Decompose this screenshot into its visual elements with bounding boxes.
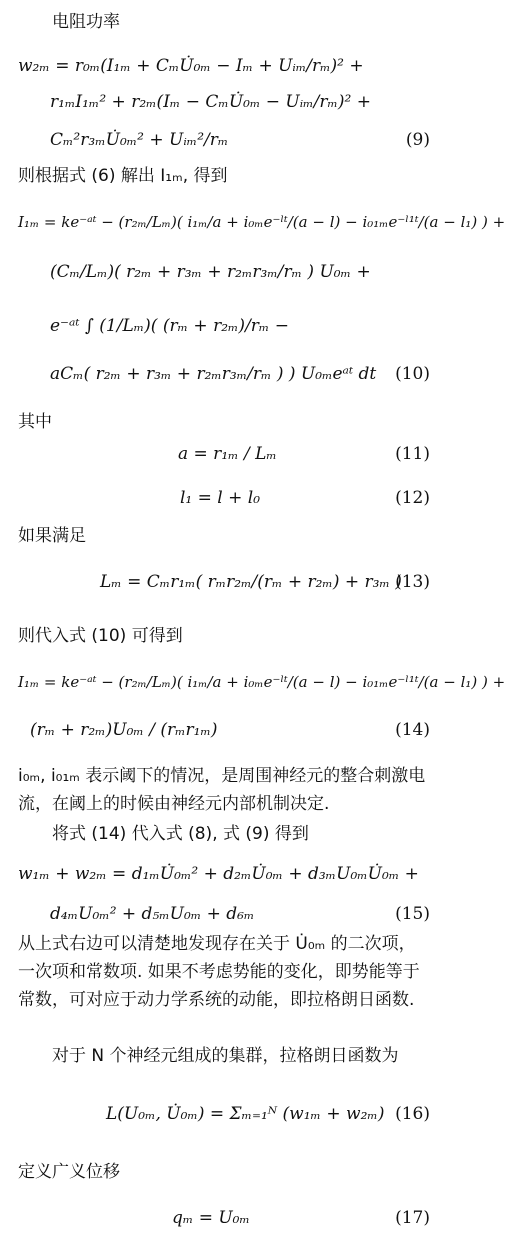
explanation-paragraph: i₀ₘ, i₀₁ₘ 表示阈下的情况，是周围神经元的整合刺激电流，在阈上的时候由神经元内部机制决定. xyxy=(18,766,426,814)
equation-11: a = r₁ₘ / Lₘ xyxy=(178,444,277,464)
analysis-paragraph: 从上式右边可以清楚地发现存在关于 U̇₀ₘ 的二次项，一次项和常数项. 如果不考虑势能的变化，即势能等于常数，可对应于动力学系统的动能，即拉格朗日函数. xyxy=(18,934,420,1010)
equation-10-line-1: I₁ₘ = ke⁻ᵃᵗ − (r₂ₘ/Lₘ)( i₁ₘ/a + i₀ₘe⁻ˡᵗ/(a − l) − i₀₁ₘe⁻ˡ¹ᵗ/(a − l₁) ) + xyxy=(18,213,505,231)
equation-13-number: (13) xyxy=(395,572,430,592)
substitute-text: 则代入式 (10) 可得到 xyxy=(18,626,183,646)
equation-16: L(U₀ₘ, U̇₀ₘ) = Σₘ₌₁ᴺ (w₁ₘ + w₂ₘ) xyxy=(106,1104,385,1124)
equation-9-line-2: r₁ₘI₁ₘ² + r₂ₘ(Iₘ − CₘU̇₀ₘ − Uᵢₘ/rₘ)² + xyxy=(50,92,371,112)
equation-9-number: (9) xyxy=(405,130,430,150)
equation-9-line-3: Cₘ²r₃ₘU̇₀ₘ² + Uᵢₘ²/rₘ xyxy=(50,130,229,150)
equation-14-line-1: I₁ₘ = ke⁻ᵃᵗ − (r₂ₘ/Lₘ)( i₁ₘ/a + i₀ₘe⁻ˡᵗ/(a − l) − i₀₁ₘe⁻ˡ¹ᵗ/(a − l₁) ) + xyxy=(18,673,505,691)
equation-14-number: (14) xyxy=(395,720,430,740)
section-heading: 电阻功率 xyxy=(52,12,120,32)
where-text: 其中 xyxy=(18,412,52,432)
equation-10-line-4: aCₘ( r₂ₘ + r₃ₘ + r₂ₘr₃ₘ/rₘ ) ) U₀ₘeᵃᵗ dt xyxy=(50,364,377,384)
equation-9-line-1: w₂ₘ = r₀ₘ(I₁ₘ + CₘU̇₀ₘ − Iₘ + Uᵢₘ/rₘ)² + xyxy=(18,56,364,76)
equation-16-number: (16) xyxy=(395,1104,430,1124)
condition-text: 如果满足 xyxy=(18,526,86,546)
equation-12-number: (12) xyxy=(395,488,430,508)
lagrangian-paragraph: 对于 N 个神经元组成的集群，拉格朗日函数为 xyxy=(52,1046,399,1066)
equation-13: Lₘ = Cₘr₁ₘ( rₘr₂ₘ/(rₘ + r₂ₘ) + r₃ₘ ) xyxy=(100,572,402,592)
equation-15-number: (15) xyxy=(395,904,430,924)
equation-17: qₘ = U₀ₘ xyxy=(172,1208,250,1228)
define-text: 定义广义位移 xyxy=(18,1162,120,1182)
equation-15-line-1: w₁ₘ + w₂ₘ = d₁ₘU̇₀ₘ² + d₂ₘU̇₀ₘ + d₃ₘU₀ₘU̇₀ₘ + xyxy=(18,864,419,884)
equation-10-line-3: e⁻ᵃᵗ ∫ (1/Lₘ)( (rₘ + r₂ₘ)/rₘ − xyxy=(50,316,289,336)
equation-10-line-2: (Cₘ/Lₘ)( r₂ₘ + r₃ₘ + r₂ₘr₃ₘ/rₘ ) U₀ₘ + xyxy=(50,262,371,282)
solve-text: 则根据式 (6) 解出 I₁ₘ, 得到 xyxy=(18,166,228,186)
equation-17-number: (17) xyxy=(395,1208,430,1228)
substitute-paragraph: 将式 (14) 代入式 (8), 式 (9) 得到 xyxy=(52,824,309,844)
equation-14-line-2: (rₘ + r₂ₘ)U₀ₘ / (rₘr₁ₘ) xyxy=(30,720,218,740)
equation-11-number: (11) xyxy=(395,444,430,464)
equation-12: l₁ = l + l₀ xyxy=(180,488,261,508)
equation-15-line-2: d₄ₘU₀ₘ² + d₅ₘU₀ₘ + d₆ₘ xyxy=(50,904,255,924)
equation-10-number: (10) xyxy=(395,364,430,384)
